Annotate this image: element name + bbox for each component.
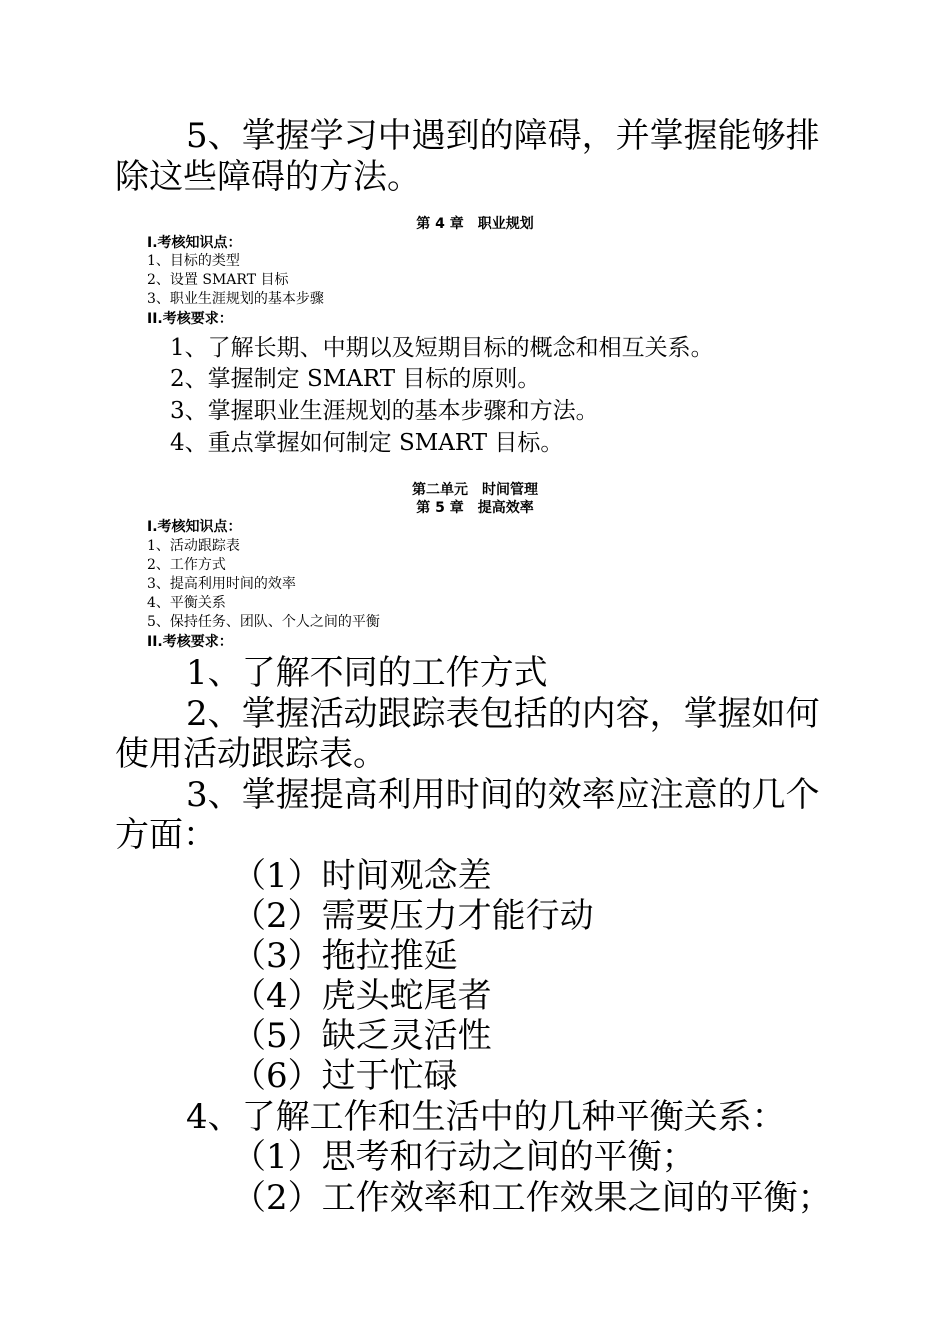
- chapter-5-requirement-4: 4、了解工作和生活中的几种平衡关系：: [186, 1097, 786, 1137]
- chapter-4-requirement: 3、掌握职业生涯规划的基本步骤和方法。: [170, 398, 599, 424]
- chapter-5-requirement-4-subitem: （2）工作效率和工作效果之间的平衡；: [232, 1178, 832, 1218]
- chapter-5-knowledge-point: 5、保持任务、团队、个人之间的平衡: [147, 614, 380, 630]
- chapter-5-requirement-3-subitem: （3）拖拉推延: [232, 936, 458, 976]
- chapter-5-requirement-3-line-1: 3、掌握提高利用时间的效率应注意的几个: [186, 775, 820, 815]
- chapter-5-requirement-3-subitem: （1）时间观念差: [232, 856, 492, 896]
- chapter-4-title: 第 4 章 职业规划: [416, 216, 534, 232]
- chapter-5-requirement-3-line-2: 方面：: [115, 815, 217, 855]
- chapter-4-requirement: 2、掌握制定 SMART 目标的原则。: [170, 366, 541, 392]
- chapter-5-requirement-4-subitem: （1）思考和行动之间的平衡；: [232, 1137, 696, 1177]
- chapter-4-knowledge-point: 3、职业生涯规划的基本步骤: [147, 291, 324, 307]
- chapter-5-requirement-3-subitem: （5）缺乏灵活性: [232, 1016, 492, 1056]
- chapter-5-knowledge-point: 3、提高利用时间的效率: [147, 576, 296, 592]
- chapter-5-knowledge-heading: I.考核知识点：: [147, 519, 242, 535]
- chapter-4-requirement: 1、了解长期、中期以及短期目标的概念和相互关系。: [170, 335, 714, 361]
- chapter-5-requirement-2-line-1: 2、掌握活动跟踪表包括的内容，掌握如何: [186, 694, 820, 734]
- requirement-5-line-1: 5、掌握学习中遇到的障碍，并掌握能够排: [186, 116, 820, 156]
- chapter-5-requirement-3-subitem: （2）需要压力才能行动: [232, 896, 594, 936]
- chapter-4-requirements-heading: II.考核要求：: [147, 311, 233, 327]
- requirement-5-line-2: 除这些障碍的方法。: [115, 157, 421, 197]
- chapter-5-requirements-heading: II.考核要求：: [147, 634, 233, 650]
- chapter-5-requirement-3-subitem: （4）虎头蛇尾者: [232, 976, 492, 1016]
- chapter-5-knowledge-point: 1、活动跟踪表: [147, 538, 240, 554]
- chapter-4-knowledge-point: 1、目标的类型: [147, 253, 240, 269]
- chapter-4-knowledge-heading: I.考核知识点：: [147, 235, 242, 251]
- chapter-5-knowledge-point: 4、平衡关系: [147, 595, 226, 611]
- chapter-5-title: 第 5 章 提高效率: [416, 500, 534, 516]
- chapter-5-requirement-3-subitem: （6）过于忙碌: [232, 1056, 458, 1096]
- unit-2-title: 第二单元 时间管理: [412, 482, 538, 498]
- chapter-5-requirement-2-line-2: 使用活动跟踪表。: [115, 734, 387, 774]
- chapter-5-requirement-1: 1、了解不同的工作方式: [186, 653, 548, 693]
- chapter-4-knowledge-point: 2、设置 SMART 目标: [147, 272, 289, 288]
- chapter-5-knowledge-point: 2、工作方式: [147, 557, 226, 573]
- chapter-4-requirement: 4、重点掌握如何制定 SMART 目标。: [170, 430, 564, 456]
